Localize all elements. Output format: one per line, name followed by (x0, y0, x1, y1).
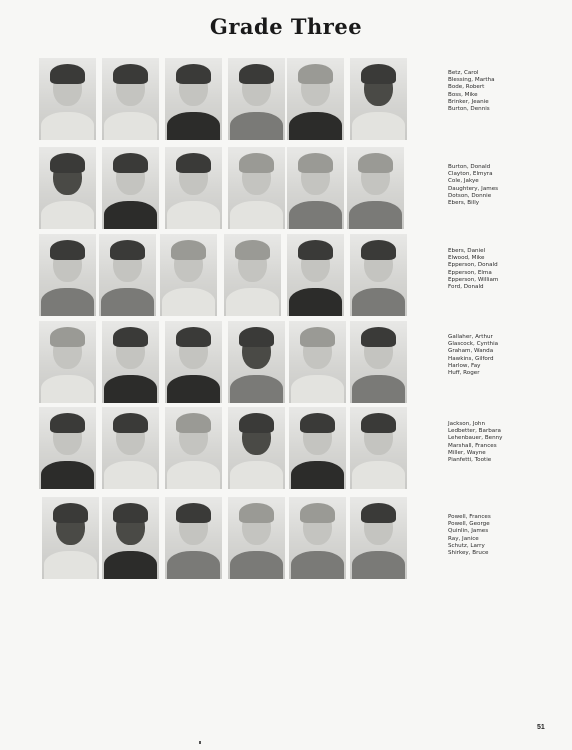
student-name: Lehenbauer, Benny (448, 435, 503, 442)
print-mark (199, 741, 201, 744)
student-portrait (287, 58, 344, 140)
photo-row-2 (39, 147, 407, 231)
student-name: Powell, George (448, 521, 490, 528)
student-name: Shirkey, Bruce (448, 550, 489, 557)
student-portrait (102, 407, 159, 489)
student-name: Jackson, John (448, 421, 485, 427)
student-portrait (160, 234, 217, 316)
page-number: 51 (537, 724, 545, 731)
student-name: Epperson, Elma (448, 269, 492, 276)
student-name: Bode, Robert (448, 84, 485, 91)
student-portrait (350, 497, 407, 579)
student-name: Dotson, Donnie (448, 192, 492, 199)
student-name: Betz, Carol (448, 70, 479, 76)
name-list-row-6 (448, 514, 558, 557)
student-name: Daughtery, James (448, 185, 499, 192)
student-portrait (39, 407, 96, 489)
student-portrait (350, 58, 407, 140)
photo-row-1 (39, 58, 407, 142)
name-list-row-1 (448, 70, 558, 113)
student-portrait (228, 58, 285, 140)
student-portrait (39, 321, 96, 403)
student-portrait (350, 234, 407, 316)
student-portrait (165, 321, 222, 403)
student-portrait (224, 234, 281, 316)
student-name: Epperson, William (448, 276, 499, 283)
student-name: Burton, Dennis (448, 106, 490, 113)
student-portrait (102, 321, 159, 403)
student-portrait (228, 407, 285, 489)
student-name: Pianfetti, Tootie (448, 457, 492, 464)
name-list-row-5 (448, 421, 558, 464)
student-portrait (165, 147, 222, 229)
student-name: Boss, Mike (448, 91, 478, 98)
photo-row-4 (39, 321, 407, 405)
student-portrait (102, 147, 159, 229)
student-name: Elwood, Mike (448, 255, 485, 262)
student-portrait (165, 407, 222, 489)
student-portrait (287, 234, 344, 316)
student-portrait (287, 147, 344, 229)
student-portrait (165, 58, 222, 140)
student-name: Ford, Donald (448, 284, 484, 291)
student-portrait (350, 407, 407, 489)
student-portrait (289, 321, 346, 403)
student-name: Blessing, Martha (448, 77, 495, 84)
student-name: Brinker, Jeanie (448, 98, 489, 105)
student-portrait (228, 147, 285, 229)
photo-row-3 (39, 234, 407, 318)
page-title: Grade Three (209, 14, 363, 39)
name-list-row-2 (448, 164, 558, 207)
name-list-row-4 (448, 334, 558, 377)
student-portrait (289, 497, 346, 579)
student-name: Cole, Jakye (448, 178, 479, 185)
student-portrait (350, 321, 407, 403)
student-name: Quinlin, James (448, 528, 489, 535)
name-list-row-3 (448, 248, 558, 291)
student-portrait (289, 407, 346, 489)
student-name: Marshall, Frances (448, 442, 497, 449)
student-name: Huff, Roger (448, 370, 480, 377)
student-name: Clayton, Elmyra (448, 171, 493, 178)
student-name: Glascock, Cynthia (448, 341, 499, 348)
student-name: Burton, Donald (448, 164, 491, 170)
student-portrait (347, 147, 404, 229)
student-name: Epperson, Donald (448, 262, 498, 269)
student-name: Powell, Frances (448, 514, 491, 520)
student-name: Graham, Wanda (448, 348, 494, 355)
student-name: Harlow, Fay (448, 362, 481, 369)
student-name: Ebers, Billy (448, 200, 480, 207)
student-name: Schutz, Larry (448, 542, 485, 549)
student-portrait (165, 497, 222, 579)
student-portrait (102, 497, 159, 579)
photo-row-6 (39, 497, 407, 581)
student-portrait (39, 147, 96, 229)
student-name: Miller, Wayne (448, 449, 486, 456)
student-name: Ray, Janice (448, 535, 479, 542)
student-portrait (39, 58, 96, 140)
student-portrait (228, 497, 285, 579)
student-name: Gallaher, Arthur (448, 334, 493, 340)
student-portrait (99, 234, 156, 316)
photo-row-5 (39, 407, 407, 491)
student-portrait (42, 497, 99, 579)
student-name: Hawkins, Gilford (448, 355, 494, 362)
student-portrait (102, 58, 159, 140)
student-portrait (39, 234, 96, 316)
student-name: Ledbetter, Barbara (448, 428, 501, 435)
student-portrait (228, 321, 285, 403)
student-name: Ebers, Daniel (448, 248, 486, 254)
